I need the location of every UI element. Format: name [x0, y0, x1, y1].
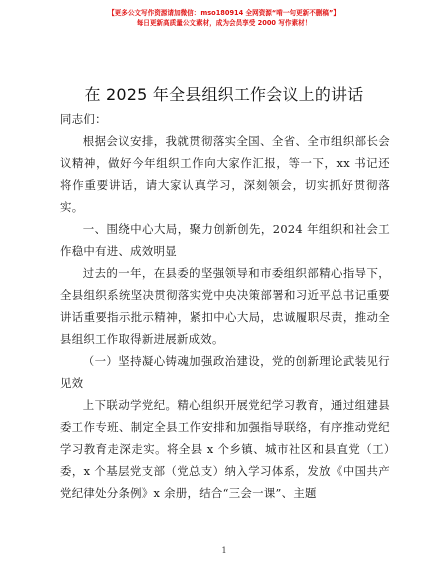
header-banner: [0, 8, 448, 28]
section-1-paragraph: 过去的一年，在县委的坚强领导和市委组织部精心指导下，全县组织系统坚决贯彻落实党中央决策部署和习近平总书记重要讲话重要指示批示精神，紧扣中心大局，忠诚履职尽责，推动全县组织工作取得新进展新成效。: [60, 266, 390, 346]
section-1-heading: 一、围绕中心大局，聚力创新创先，2024 年组织和社会工作稳中有进、成效明显: [60, 222, 390, 258]
banner-line-2: 每日更新高质量公文素材，成为会员享受 2000 写作素材！: [136, 19, 312, 27]
document-body: [60, 108, 390, 504]
subsection-1-paragraph: 上下联动学党纪。精心组织开展党纪学习教育，通过组建县委工作专班、制定全县工作安排和加强指导联络，有序推动党纪学习教育走深走实。将全县 x 个乡镇、城市社区和县直党（工）委，x 个基层党支部（党总支）纳入学习体系，发放《中国共产党纪律处分条例》x 余册，结合“三会一课”、主题: [60, 398, 390, 500]
greeting: 同志们：: [60, 112, 107, 126]
subsection-1-heading: （一）坚持凝心铸魂加强政治建设，党的创新理论武装见行见效: [60, 354, 390, 390]
document-title: 在 2025 年全县组织工作会议上的讲话: [84, 85, 364, 104]
banner-line-1: 【更多公文写作资源请加微信：mso180914 全网资源“啃一句更新不删稿”】: [108, 9, 340, 17]
intro-paragraph: 根据会议安排，我就贯彻落实全国、全省、全市组织部长会议精神，做好今年组织工作向大家作汇报，等一下，xx 书记还将作重要讲话，请大家认真学习，深刻领会，切实抓好贯彻落实。: [60, 134, 390, 214]
page-number: 1: [221, 546, 227, 555]
